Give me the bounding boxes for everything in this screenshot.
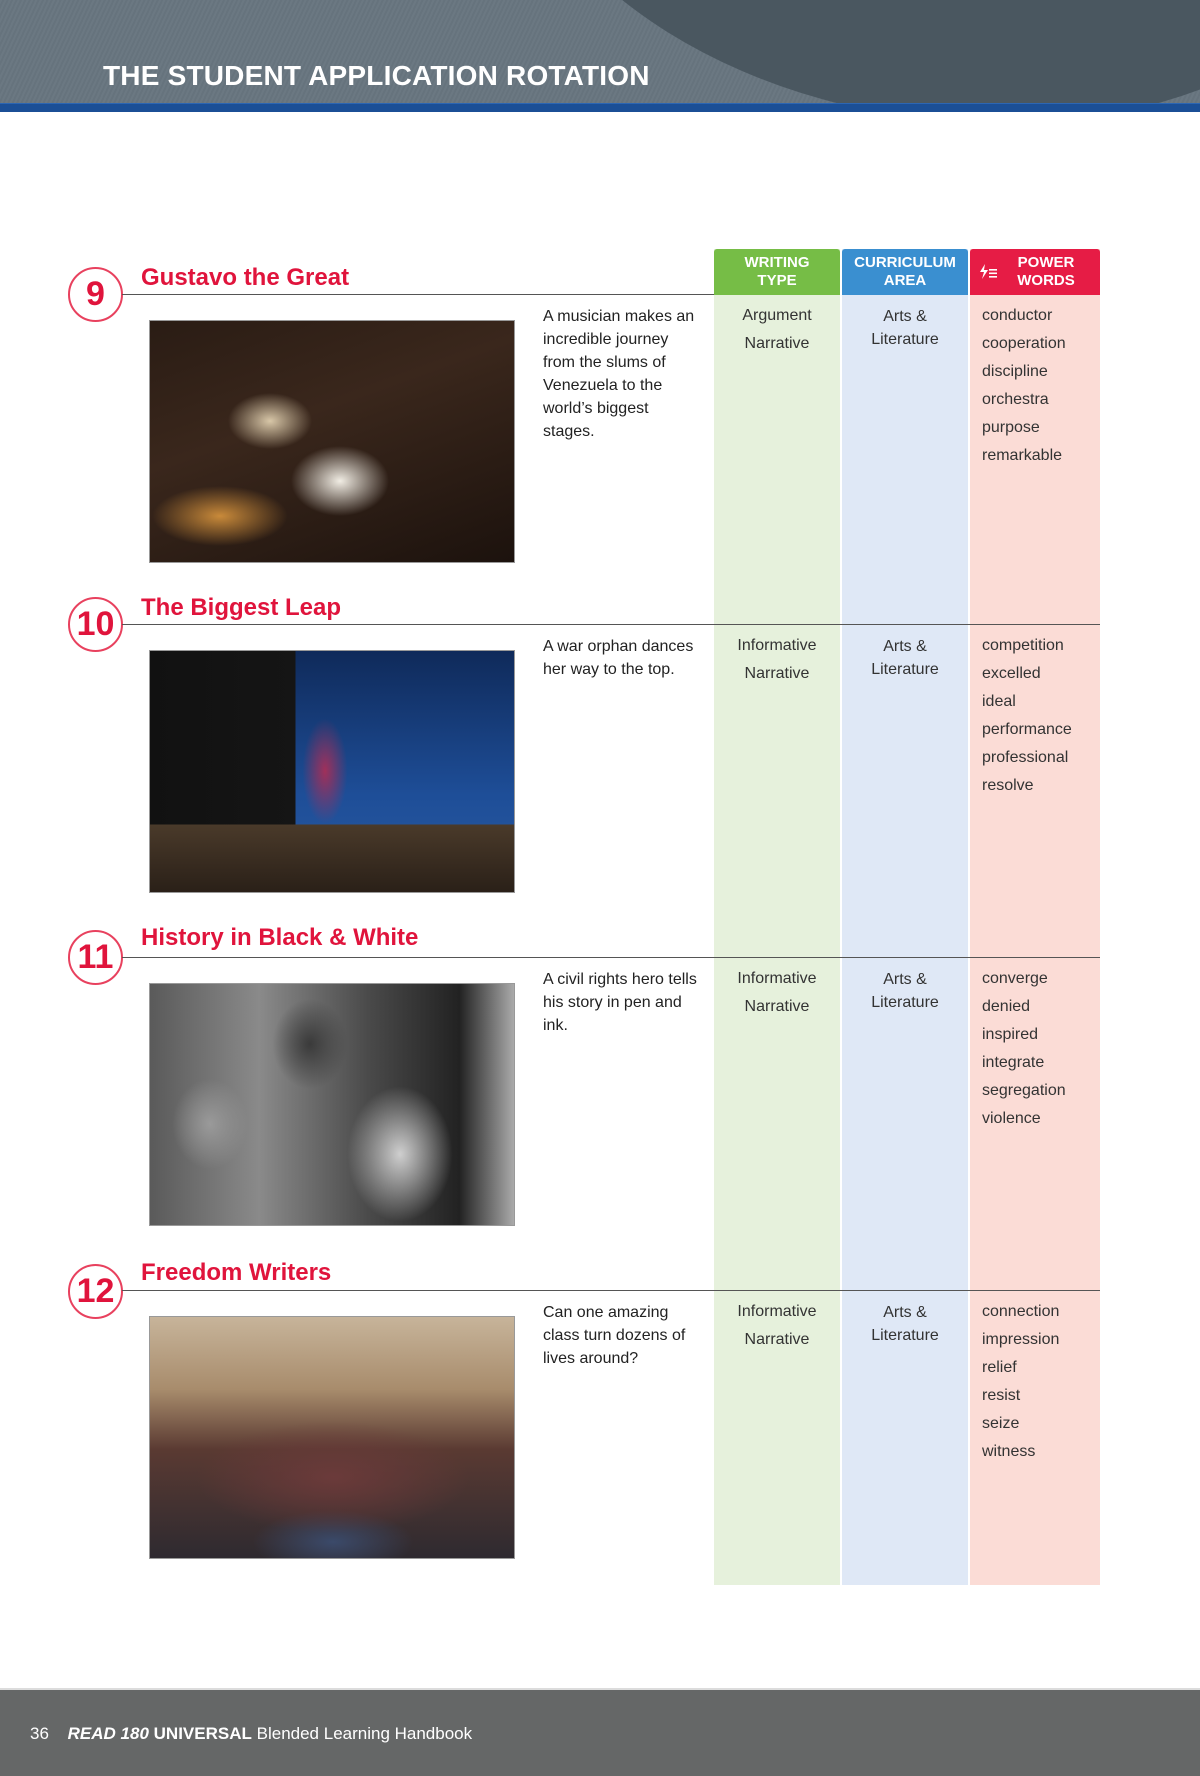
curriculum-area-value: Arts & bbox=[883, 1304, 927, 1321]
power-word: discipline bbox=[982, 363, 1048, 380]
writing-type-header bbox=[714, 249, 840, 295]
power-word: connection bbox=[982, 1303, 1060, 1320]
writing-type-value: Narrative bbox=[744, 1331, 810, 1348]
brand-edition: UNIVERSAL bbox=[153, 1724, 252, 1743]
curriculum-area-cell bbox=[842, 1301, 968, 1347]
curriculum-area-cell bbox=[842, 305, 968, 351]
entry-title: The Biggest Leap bbox=[141, 594, 342, 621]
power-word: impression bbox=[982, 1331, 1060, 1348]
power-words-cell bbox=[982, 965, 1100, 1133]
header-line: WORDS bbox=[1017, 272, 1075, 289]
header-line: WRITING bbox=[744, 254, 810, 271]
power-word: converge bbox=[982, 970, 1048, 987]
writing-type-value: Narrative bbox=[744, 665, 810, 682]
curriculum-area-value: Literature bbox=[871, 994, 939, 1011]
power-word: ideal bbox=[982, 693, 1016, 710]
power-word: purpose bbox=[982, 419, 1040, 436]
curriculum-area-value: Arts & bbox=[883, 638, 927, 655]
page-header bbox=[0, 0, 1200, 103]
writing-type-column bbox=[714, 249, 840, 1585]
header-line: TYPE bbox=[757, 272, 797, 289]
handbook-title: Blended Learning Handbook bbox=[256, 1724, 473, 1743]
power-word: professional bbox=[982, 749, 1069, 766]
curriculum-area-value: Arts & bbox=[883, 308, 927, 325]
entry-description: A war orphan dances her way to the top. bbox=[543, 638, 694, 678]
power-word: inspired bbox=[982, 1026, 1039, 1043]
power-word: orchestra bbox=[982, 391, 1049, 408]
header-line: AREA bbox=[883, 272, 927, 289]
entry-title: Freedom Writers bbox=[141, 1259, 332, 1286]
curriculum-area-value: Literature bbox=[871, 331, 939, 348]
writing-type-value: Informative bbox=[737, 970, 817, 987]
power-word: denied bbox=[982, 998, 1031, 1015]
power-word: competition bbox=[982, 637, 1064, 654]
curriculum-area-value: Literature bbox=[871, 1327, 939, 1344]
header-line: POWER bbox=[1017, 254, 1075, 271]
power-words-cell bbox=[982, 632, 1100, 800]
entry-title: Gustavo the Great bbox=[141, 264, 350, 291]
curriculum-area-column bbox=[842, 249, 968, 1585]
page-title: THE STUDENT APPLICATION ROTATION bbox=[103, 60, 650, 91]
entry-number-badge: 10 bbox=[68, 597, 123, 652]
header-blue-bar bbox=[0, 103, 1200, 112]
power-words-icon bbox=[978, 262, 998, 282]
power-word: performance bbox=[982, 721, 1072, 738]
writing-type-value: Informative bbox=[737, 637, 817, 654]
power-word: conductor bbox=[982, 307, 1053, 324]
entry-divider bbox=[122, 294, 714, 295]
civil-rights-march-photo bbox=[149, 983, 515, 1226]
brand-name: READ 180 bbox=[67, 1724, 149, 1743]
power-words-cell bbox=[982, 1298, 1100, 1466]
power-word: resist bbox=[982, 1387, 1021, 1404]
writing-type-cell bbox=[714, 1298, 840, 1354]
power-word: seize bbox=[982, 1415, 1020, 1432]
curriculum-area-cell bbox=[842, 968, 968, 1014]
entry-description: A musician makes an incredible journey from the slums of Venezuela to the world’s biggest stages. bbox=[543, 308, 695, 440]
entry-description: A civil rights hero tells his story in pen and ink. bbox=[543, 971, 697, 1034]
writing-type-value: Argument bbox=[742, 307, 812, 324]
entry-divider bbox=[122, 1290, 1100, 1291]
power-word: cooperation bbox=[982, 335, 1066, 352]
curriculum-area-value: Literature bbox=[871, 661, 939, 678]
writing-type-value: Informative bbox=[737, 1303, 817, 1320]
power-word: witness bbox=[982, 1443, 1036, 1460]
power-word: violence bbox=[982, 1110, 1041, 1127]
curriculum-area-header bbox=[842, 249, 968, 295]
conductor-orchestra-photo bbox=[149, 320, 515, 563]
ballet-dancer-leap-photo bbox=[149, 650, 515, 893]
writing-type-cell bbox=[714, 632, 840, 688]
entry-number-badge: 11 bbox=[68, 930, 123, 985]
entry-title: History in Black & White bbox=[141, 924, 419, 951]
power-words-cell bbox=[982, 302, 1100, 470]
entry-divider bbox=[122, 624, 1100, 625]
header-line: CURRICULUM bbox=[854, 254, 956, 271]
curriculum-area-value: Arts & bbox=[883, 971, 927, 988]
writing-type-value: Narrative bbox=[744, 335, 810, 352]
power-words-header bbox=[970, 249, 1100, 295]
power-word: relief bbox=[982, 1359, 1017, 1376]
power-word: remarkable bbox=[982, 447, 1063, 464]
power-word: resolve bbox=[982, 777, 1034, 794]
entry-number-badge: 9 bbox=[68, 267, 123, 322]
entry-divider bbox=[122, 957, 1100, 958]
writing-type-cell bbox=[714, 965, 840, 1021]
class-group-photo bbox=[149, 1316, 515, 1559]
writing-type-value: Narrative bbox=[744, 998, 810, 1015]
page-number: 36 bbox=[30, 1724, 49, 1743]
curriculum-area-cell bbox=[842, 635, 968, 681]
power-word: integrate bbox=[982, 1054, 1045, 1071]
page-footer bbox=[0, 1688, 1200, 1776]
entry-description: Can one amazing class turn dozens of lives around? bbox=[543, 1304, 686, 1367]
power-word: segregation bbox=[982, 1082, 1066, 1099]
footer-text bbox=[30, 1724, 472, 1744]
entry-number-badge: 12 bbox=[68, 1264, 123, 1319]
writing-type-cell bbox=[714, 302, 840, 358]
power-word: excelled bbox=[982, 665, 1041, 682]
